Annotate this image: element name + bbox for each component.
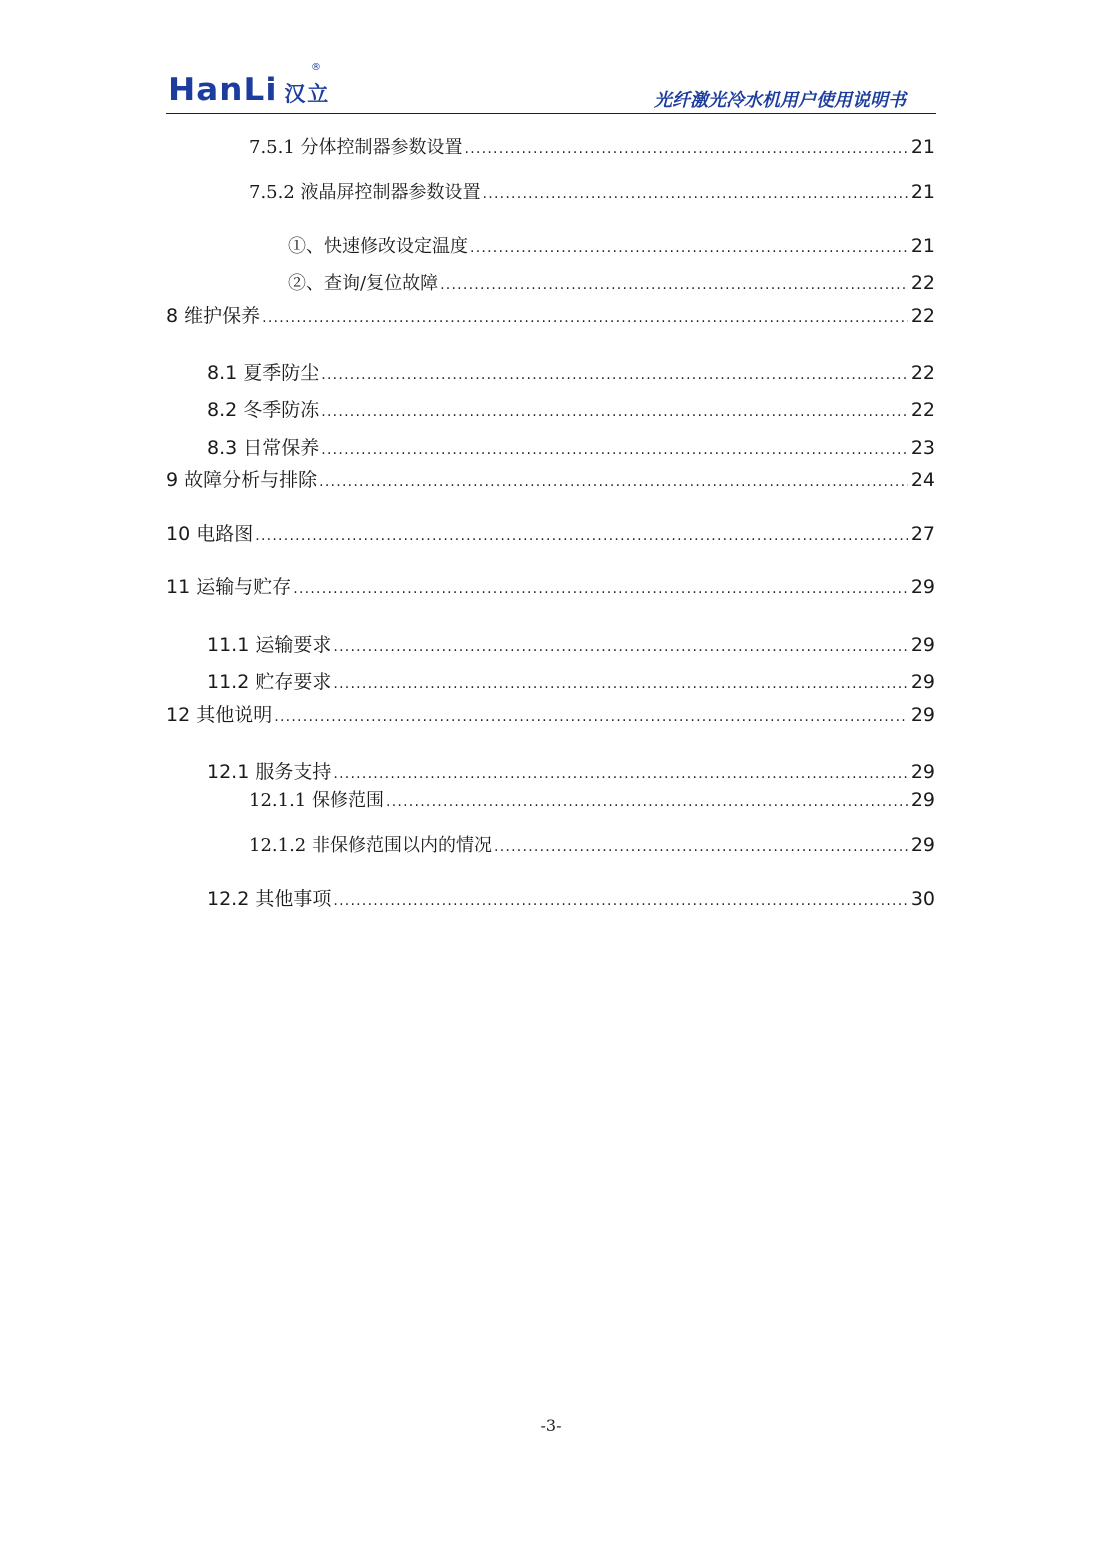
toc-entry-number: 7.5.2 <box>249 182 295 203</box>
toc-entry-page: 29 <box>910 834 935 856</box>
toc-entry-title <box>166 574 293 600</box>
toc-entry[interactable] <box>207 886 935 912</box>
toc-leader-dots <box>321 399 908 425</box>
logo-latin-text: HanLi <box>168 72 278 108</box>
logo-cjk-text: 汉立 <box>284 81 331 106</box>
toc-entry-page: 29 <box>910 789 935 811</box>
toc-entry-page: 29 <box>910 671 935 693</box>
toc-entry-label: 故障分析与排除 <box>184 469 318 491</box>
toc-entry-page: 22 <box>910 305 935 327</box>
toc-entry[interactable] <box>166 467 935 493</box>
toc-entry-page: 22 <box>910 399 935 421</box>
toc-entry-title <box>207 435 321 461</box>
toc-entry-label: 运输与贮存 <box>196 576 292 598</box>
toc-entry-page: 29 <box>910 634 935 656</box>
toc-entry[interactable] <box>207 669 935 695</box>
toc-entry[interactable] <box>207 632 935 658</box>
toc-entry-label: 非保修范围以内的情况 <box>312 835 492 856</box>
toc-leader-dots <box>333 671 907 697</box>
toc-entry-number: 11.2 <box>207 671 250 693</box>
toc-entry[interactable] <box>166 702 935 728</box>
toc-leader-dots <box>321 362 908 388</box>
toc-entry-number: 8.3 <box>207 437 238 459</box>
toc-entry-page: 22 <box>910 272 935 294</box>
toc-entry-label: 贮存要求 <box>255 671 332 693</box>
toc-leader-dots <box>440 272 908 298</box>
toc-entry-title <box>288 271 440 297</box>
toc-entry-page: 24 <box>910 469 935 491</box>
toc-leader-dots <box>333 761 907 787</box>
toc-leader-dots <box>319 469 908 495</box>
toc-leader-dots <box>262 305 908 331</box>
toc-entry-page: 30 <box>910 888 935 910</box>
toc-entry-label: 夏季防尘 <box>243 362 320 384</box>
toc-leader-dots <box>333 888 907 914</box>
toc-entry-title <box>249 788 386 814</box>
toc-entry-page: 29 <box>910 576 935 598</box>
toc-entry-title <box>249 135 465 161</box>
toc-entry-number: 10 <box>166 523 191 545</box>
toc-entry-label: 其他说明 <box>196 704 273 726</box>
toc-entry-title <box>166 521 255 547</box>
toc-entry-title <box>249 180 483 206</box>
toc-entry-label: 液晶屏控制器参数设置 <box>300 182 481 203</box>
toc-entry-page: 21 <box>910 181 935 203</box>
toc-entry-number: 12.1.2 <box>249 835 307 856</box>
toc-entry[interactable] <box>166 574 935 600</box>
toc-entry[interactable] <box>249 832 935 858</box>
toc-leader-dots <box>321 437 908 463</box>
toc-entry-number: 12.2 <box>207 888 250 910</box>
toc-entry-page: 27 <box>910 523 935 545</box>
toc-entry-label: 服务支持 <box>255 761 332 783</box>
toc-entry-title <box>207 632 333 658</box>
toc-entry-title <box>288 234 470 260</box>
toc-entry-number: 12.1 <box>207 761 250 783</box>
toc-entry-title <box>207 886 333 912</box>
toc-entry-number: 12 <box>166 704 191 726</box>
toc-entry[interactable] <box>166 303 935 329</box>
toc-leader-dots <box>274 704 908 730</box>
toc-entry-title <box>166 702 274 728</box>
toc-entry[interactable] <box>249 787 935 813</box>
toc-leader-dots <box>483 181 908 207</box>
toc-leader-dots <box>255 523 908 549</box>
toc-entry-page: 29 <box>910 704 935 726</box>
toc-entry-page: 21 <box>910 136 935 158</box>
toc-entry-number: 8.2 <box>207 399 238 421</box>
toc-leader-dots <box>386 789 908 815</box>
toc-entry-title <box>207 759 333 785</box>
toc-leader-dots <box>333 634 907 660</box>
toc-entry-title <box>166 467 319 493</box>
toc-entry-number: 9 <box>166 469 179 491</box>
toc-entry-title <box>249 833 494 859</box>
toc-entry-label: 运输要求 <box>255 634 332 656</box>
toc-entry-page: 21 <box>910 235 935 257</box>
toc-leader-dots <box>494 834 908 860</box>
toc-entry-label: 查询/复位故障 <box>324 273 439 294</box>
toc-entry-label: 冬季防冻 <box>243 399 320 421</box>
toc-entry-title <box>166 303 262 329</box>
toc-entry-number: 11.1 <box>207 634 250 656</box>
toc-leader-dots <box>470 235 908 261</box>
toc-entry-label: 保修范围 <box>312 790 384 811</box>
toc-entry[interactable] <box>207 397 935 423</box>
toc-entry-page: 23 <box>910 437 935 459</box>
toc-entry-number: 11 <box>166 576 191 598</box>
toc-entry[interactable] <box>207 360 935 386</box>
toc-entry[interactable] <box>207 435 935 461</box>
toc-entry-number: 7.5.1 <box>249 137 295 158</box>
toc-entry-title <box>207 360 321 386</box>
toc-entry-title <box>207 669 333 695</box>
toc-entry-label: 电路图 <box>196 523 254 545</box>
toc-entry-page: 29 <box>910 761 935 783</box>
toc-entry-number: 8 <box>166 305 179 327</box>
toc-entry[interactable] <box>249 179 935 205</box>
toc-entry-label: 分体控制器参数设置 <box>300 137 463 158</box>
toc-leader-dots <box>293 576 908 602</box>
toc-entry-title <box>207 397 321 423</box>
page-number: -3- <box>540 1416 562 1435</box>
toc-entry[interactable] <box>288 233 935 259</box>
toc-leader-dots <box>465 136 908 162</box>
toc-entry-number: 12.1.1 <box>249 790 307 811</box>
toc-entry-label: 日常保养 <box>243 437 320 459</box>
toc-entry[interactable] <box>288 270 935 296</box>
toc-entry[interactable] <box>207 759 935 785</box>
toc-entry-label: 快速修改设定温度 <box>324 236 468 257</box>
document-title: 光纤激光冷水机用户使用说明书 <box>654 90 906 111</box>
registered-mark: ® <box>311 62 321 73</box>
toc-entry[interactable] <box>166 521 935 547</box>
toc-entry-label: 其他事项 <box>255 888 332 910</box>
toc-entry-number: ①、 <box>288 236 324 257</box>
toc-entry-number: ②、 <box>288 273 324 294</box>
toc-entry-label: 维护保养 <box>184 305 261 327</box>
toc-entry-page: 22 <box>910 362 935 384</box>
toc-entry-number: 8.1 <box>207 362 238 384</box>
toc-entry[interactable] <box>249 134 935 160</box>
